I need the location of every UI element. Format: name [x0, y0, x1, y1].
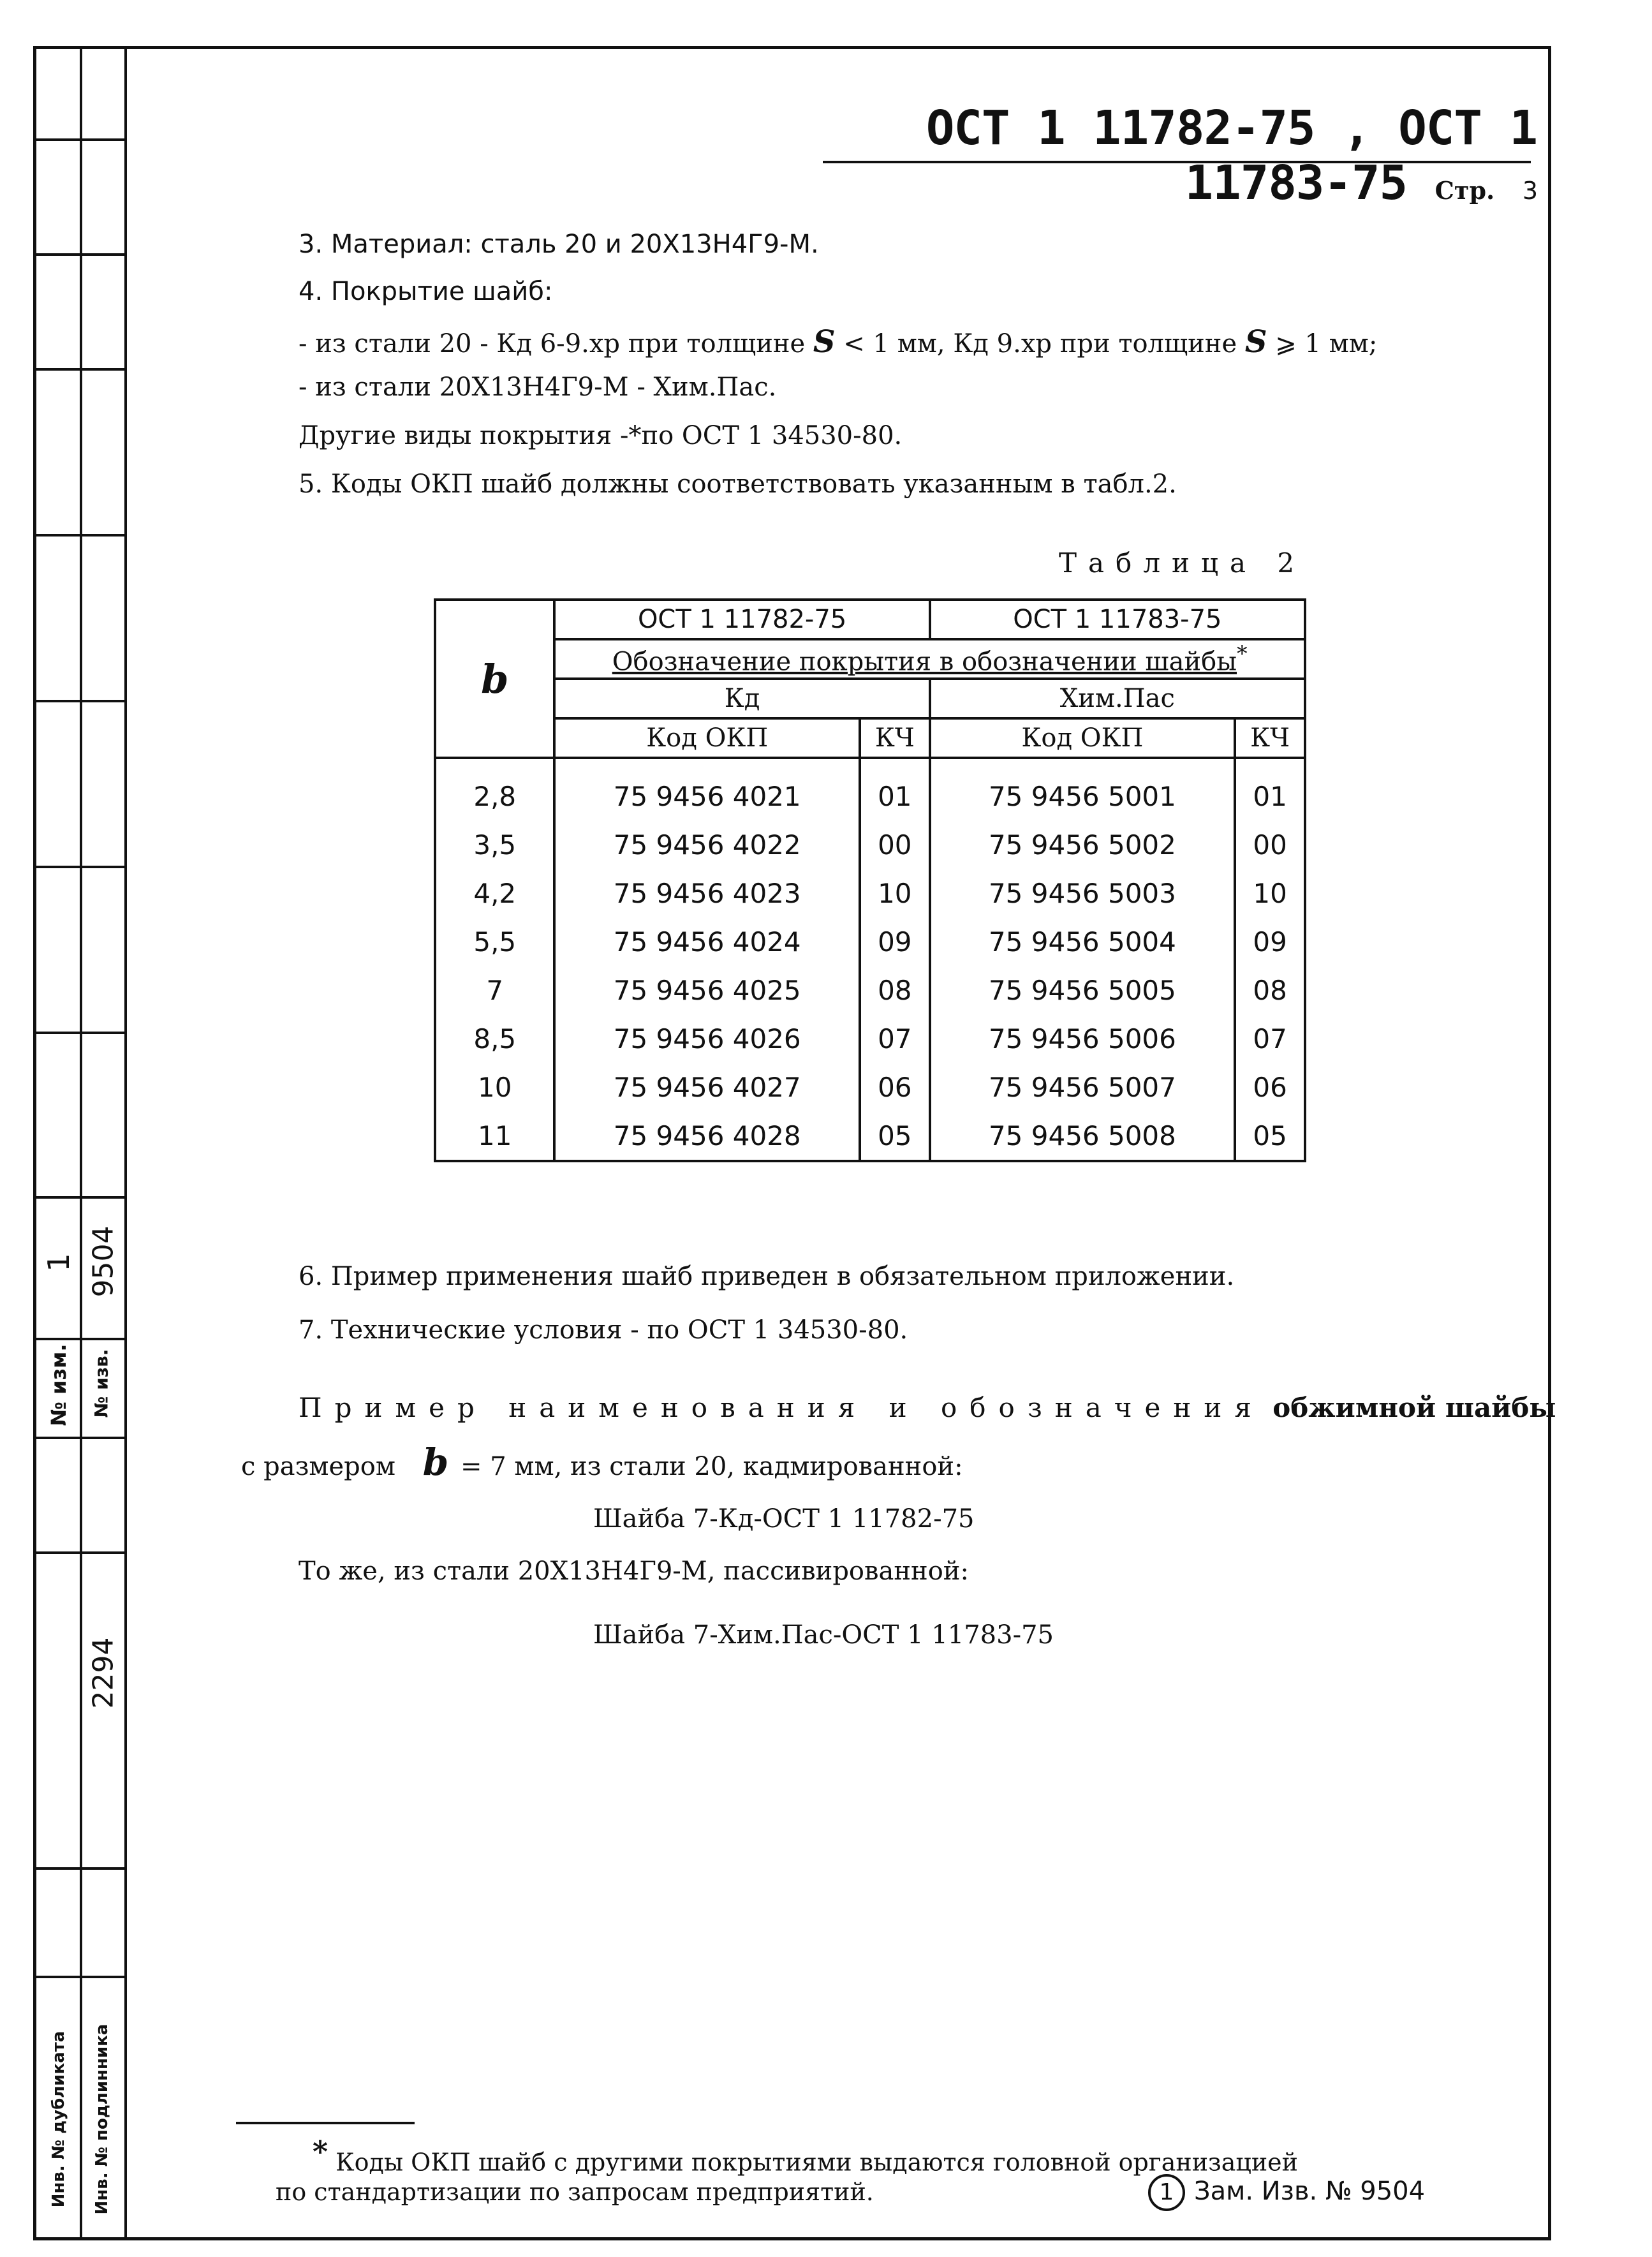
document-title: ОСТ 1 11782-75 , ОСТ 1 11783-75: [926, 101, 1537, 211]
paragraph-4a-part2: < 1 мм, Кд 9.хр при толщине: [843, 329, 1237, 359]
cell-code2: 75 9456 5008: [930, 1111, 1235, 1161]
cell-code2: 75 9456 5007: [930, 1063, 1235, 1111]
cell-kch2: 08: [1235, 966, 1305, 1014]
cell-code2: 75 9456 5003: [930, 869, 1235, 917]
paragraph-4b: - из стали 20Х13Н4Г9-М - Хим.Пас.: [299, 373, 777, 402]
cell-kch2: 07: [1235, 1014, 1305, 1063]
cell-b: 2,8: [435, 758, 554, 820]
cell-kch1: 08: [860, 966, 930, 1014]
designation-2: Шайба 7-Хим.Пас-ОСТ 1 11783-75: [593, 1620, 1054, 1650]
cell-kch1: 01: [860, 758, 930, 820]
cell-kch1: 05: [860, 1111, 930, 1161]
label-inventory-original: Инв. № подлинника: [92, 2024, 112, 2215]
label-inventory-duplicate: Инв. № дубликата: [49, 2031, 68, 2208]
paragraph-4a-part1: - из стали 20 - Кд 6-9.хр при толщине: [299, 329, 806, 359]
cell-kch2: 06: [1235, 1063, 1305, 1111]
cell-code1: 75 9456 4024: [554, 917, 859, 966]
margin-divider: [36, 138, 124, 141]
cell-code1: 75 9456 4023: [554, 869, 859, 917]
okp-code-table: [434, 598, 1306, 1162]
margin-divider: [36, 1551, 124, 1554]
table-header-code-okp: Код ОКП: [554, 718, 859, 758]
margin-divider: [36, 1976, 124, 1978]
margin-column-left: [36, 49, 82, 2237]
table-header-code-okp: Код ОКП: [930, 718, 1235, 758]
revision-circle: 1: [1148, 2174, 1185, 2211]
label-notice-number: № изв.: [91, 1349, 112, 1418]
paragraph-7: 7. Технические условия - по ОСТ 1 34530-80.: [299, 1315, 908, 1345]
cell-kch1: 06: [860, 1063, 930, 1111]
paragraph-4a-part3: ⩾ 1 мм;: [1275, 329, 1378, 359]
table-row: [435, 758, 1305, 820]
thickness-symbol: S: [813, 324, 836, 360]
table-header-coating-chem: Хим.Пас: [930, 679, 1305, 718]
paragraph-6: 6. Пример применения шайб приведен в обязательном приложении.: [299, 1262, 1235, 1291]
paragraph-5: 5. Коды ОКП шайб должны соответствовать указанным в табл.2.: [299, 470, 1177, 499]
example-heading-rest: обжимной шайбы: [1272, 1392, 1556, 1423]
paragraph-4a: [299, 324, 1377, 360]
header-underline: [823, 161, 1531, 163]
table-header-std2: ОСТ 1 11783-75: [930, 600, 1305, 639]
margin-divider: [36, 534, 124, 536]
cell-code2: 75 9456 5005: [930, 966, 1235, 1014]
table-row: [435, 1063, 1305, 1111]
margin-divider: [36, 866, 124, 868]
margin-divider: [36, 700, 124, 702]
cell-kch2: 05: [1235, 1111, 1305, 1161]
table-title: Таблица 2: [1059, 547, 1306, 579]
table-row: [435, 1111, 1305, 1161]
margin-divider: [36, 368, 124, 371]
cell-code2: 75 9456 5006: [930, 1014, 1235, 1063]
margin-divider: [36, 253, 124, 256]
example-size-rest: = 7 мм, из стали 20, кадмированной:: [460, 1452, 963, 1481]
cell-code1: 75 9456 4022: [554, 820, 859, 869]
inventory-number: 2294: [87, 1637, 120, 1709]
cell-code1: 75 9456 4021: [554, 758, 859, 820]
document-header: [823, 101, 1537, 211]
cell-b: 8,5: [435, 1014, 554, 1063]
label-change-number: № изм.: [47, 1343, 71, 1426]
example-same-line: То же, из стали 20Х13Н4Г9-М, пассивированной:: [299, 1557, 969, 1586]
margin-divider: [36, 1196, 124, 1199]
page-number: 3: [1522, 177, 1537, 205]
cell-code2: 75 9456 5001: [930, 758, 1235, 820]
table-header-kch: КЧ: [1235, 718, 1305, 758]
cell-kch1: 10: [860, 869, 930, 917]
notice-number: 9504: [87, 1225, 120, 1298]
example-size-prefix: с размером: [241, 1452, 395, 1481]
cell-code1: 75 9456 4026: [554, 1014, 859, 1063]
paragraph-3: 3. Материал: сталь 20 и 20Х13Н4Г9-М.: [299, 230, 819, 259]
cell-kch2: 00: [1235, 820, 1305, 869]
cell-code2: 75 9456 5004: [930, 917, 1235, 966]
table-header-kch: КЧ: [860, 718, 930, 758]
example-heading-spaced: Пример наименования и обозначения: [299, 1392, 1264, 1423]
cell-b: 11: [435, 1111, 554, 1161]
designation-1: Шайба 7-Кд-ОСТ 1 11782-75: [593, 1504, 975, 1534]
cell-b: 5,5: [435, 917, 554, 966]
revision-text: Зам. Изв. № 9504: [1194, 2177, 1426, 2206]
cell-kch2: 09: [1235, 917, 1305, 966]
cell-code2: 75 9456 5002: [930, 820, 1235, 869]
paragraph-4: 4. Покрытие шайб:: [299, 277, 553, 306]
cell-b: 10: [435, 1063, 554, 1111]
revision-stamp: [1148, 2174, 1425, 2211]
margin-divider: [36, 1867, 124, 1870]
coating-footnote-mark: *: [1237, 641, 1248, 667]
footnote-line-1: [313, 2135, 1298, 2177]
footnote-text-1: Коды ОКП шайб с другими покрытиями выдаются головной организацией: [336, 2148, 1298, 2177]
margin-column-right: [80, 49, 127, 2237]
cell-b: 7: [435, 966, 554, 1014]
size-symbol-b: b: [422, 1440, 449, 1484]
table-header-std1: ОСТ 1 11782-75: [554, 600, 929, 639]
table-header-b: b: [435, 600, 554, 758]
cell-kch2: 10: [1235, 869, 1305, 917]
cell-code1: 75 9456 4025: [554, 966, 859, 1014]
table-row: [435, 869, 1305, 917]
paragraph-4c: Другие виды покрытия -*по ОСТ 1 34530-80.: [299, 421, 903, 450]
thickness-symbol: S: [1244, 324, 1267, 360]
cell-kch1: 00: [860, 820, 930, 869]
cell-code1: 75 9456 4027: [554, 1063, 859, 1111]
page-label: Стр.: [1434, 176, 1495, 205]
cell-code1: 75 9456 4028: [554, 1111, 859, 1161]
change-number: 1: [41, 1253, 76, 1272]
table-row: [435, 1014, 1305, 1063]
footnote-mark: *: [313, 2135, 328, 2169]
table-header-coating: [554, 639, 1305, 679]
coating-header-text: Обозначение покрытия в обозначении шайбы: [612, 647, 1237, 677]
margin-divider: [36, 1032, 124, 1034]
cell-kch1: 09: [860, 917, 930, 966]
cell-kch2: 01: [1235, 758, 1305, 820]
cell-b: 3,5: [435, 820, 554, 869]
cell-kch1: 07: [860, 1014, 930, 1063]
footnote-rule: [236, 2122, 415, 2124]
table-row: [435, 966, 1305, 1014]
cell-b: 4,2: [435, 869, 554, 917]
table-row: [435, 820, 1305, 869]
example-heading: [299, 1392, 1556, 1423]
table-header-coating-cd: Кд: [554, 679, 929, 718]
footnote-line-2: по стандартизации по запросам предприятий.: [276, 2178, 874, 2206]
table-row: [435, 917, 1305, 966]
example-size-line: [241, 1440, 963, 1484]
